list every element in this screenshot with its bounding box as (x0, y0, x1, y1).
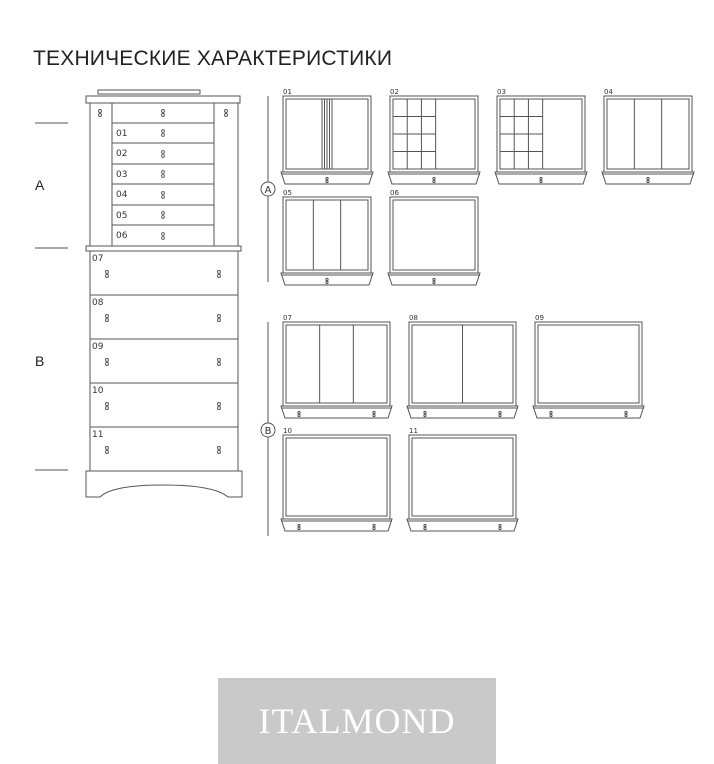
brand-logo: ITALMOND (258, 701, 456, 741)
handle-icon (106, 403, 109, 410)
section-marker-a-label: A (264, 185, 272, 196)
variant-04 (602, 96, 694, 184)
variant-label: 06 (390, 189, 399, 197)
drawer-label: 11 (92, 430, 104, 440)
handle-icon (625, 411, 627, 416)
variant-08 (407, 322, 518, 418)
handle-icon (106, 447, 109, 454)
variant-06 (388, 197, 480, 285)
drawer-label: 07 (92, 254, 104, 264)
drawer-label: 01 (116, 129, 128, 139)
drawer-label: 02 (116, 149, 128, 159)
handle-icon (373, 411, 375, 416)
handle-icon (540, 177, 542, 182)
handle-icon (298, 411, 300, 416)
handle-icon (499, 524, 501, 529)
handle-icon (106, 315, 109, 322)
handle-icon (298, 524, 300, 529)
handle-icon (218, 359, 221, 366)
handle-icon (162, 130, 165, 137)
drawer-label: 06 (116, 231, 128, 241)
drawer-label: 05 (116, 211, 128, 221)
handle-icon (218, 447, 221, 454)
variant-11 (407, 435, 518, 531)
variant-01 (281, 96, 373, 184)
handle-icon (647, 177, 649, 182)
handle-icon (99, 110, 102, 117)
handle-icon (499, 411, 501, 416)
handle-icon (424, 411, 426, 416)
variant-10 (281, 435, 392, 531)
variant-label: 09 (535, 314, 544, 322)
section-label-b: B (35, 353, 45, 369)
variant-07 (281, 322, 392, 418)
variant-09 (533, 322, 644, 418)
page-title: ТЕХНИЧЕСКИЕ ХАРАКТЕРИСТИКИ (33, 47, 393, 70)
drawer-label: 10 (92, 386, 104, 396)
variant-label: 02 (390, 88, 399, 96)
variant-02 (388, 96, 480, 184)
handle-icon (162, 171, 165, 178)
handle-icon (225, 110, 228, 117)
variant-label: 03 (497, 88, 506, 96)
logo-box (218, 678, 496, 764)
variant-label: 01 (283, 88, 292, 96)
handle-icon (162, 192, 165, 199)
handle-icon (106, 271, 109, 278)
handle-icon (218, 403, 221, 410)
variant-label: 11 (409, 427, 418, 435)
handle-icon (106, 359, 109, 366)
handle-icon (433, 278, 435, 283)
handle-icon (424, 524, 426, 529)
variant-03 (495, 96, 587, 184)
drawer-label: 03 (116, 170, 128, 180)
variant-label: 07 (283, 314, 292, 322)
variant-label: 08 (409, 314, 418, 322)
handle-icon (326, 278, 328, 283)
handle-icon (373, 524, 375, 529)
section-marker-b-label: B (264, 426, 272, 437)
handle-icon (218, 315, 221, 322)
drawer-label: 08 (92, 298, 104, 308)
drawer-label: 04 (116, 190, 128, 200)
handle-icon (550, 411, 552, 416)
handle-icon (433, 177, 435, 182)
handle-icon (162, 233, 165, 240)
handle-icon (162, 151, 165, 158)
handle-icon (218, 271, 221, 278)
handle-icon (326, 177, 328, 182)
section-label-a: A (35, 177, 45, 193)
handle-icon (162, 110, 165, 117)
variant-label: 04 (604, 88, 613, 96)
handle-icon (162, 212, 165, 219)
variant-label: 10 (283, 427, 292, 435)
drawer-label: 09 (92, 342, 104, 352)
variant-label: 05 (283, 189, 292, 197)
variant-05 (281, 197, 373, 285)
